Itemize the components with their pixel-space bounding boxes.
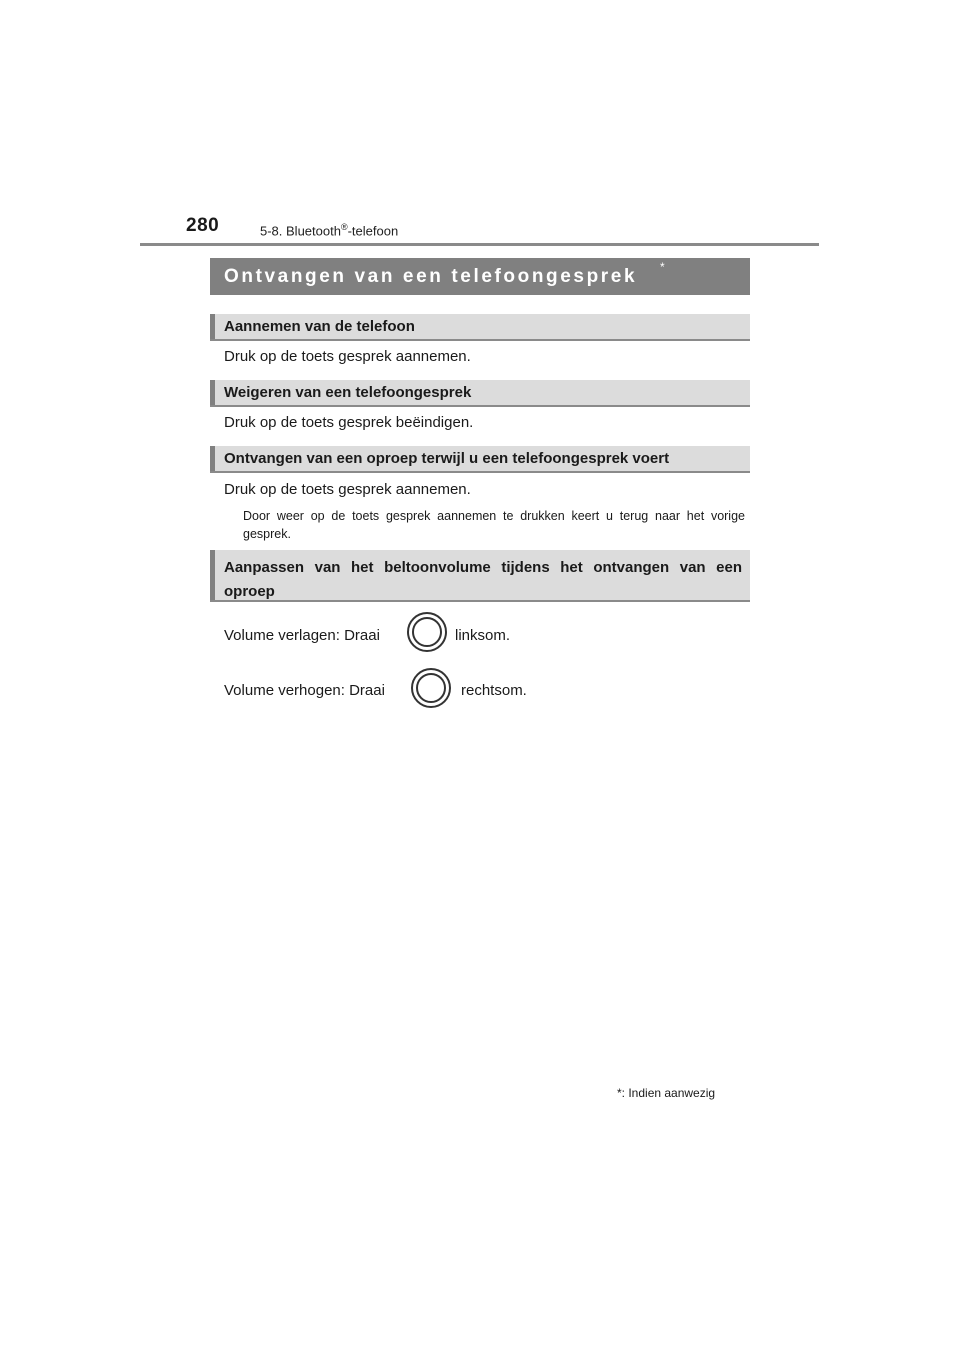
breadcrumb: [260, 222, 398, 238]
section-title-bar: [210, 258, 750, 295]
footnote-asterisk: *: [617, 1086, 622, 1100]
registered-mark: ®: [340, 222, 348, 232]
subsection-heading-bar: [210, 446, 750, 473]
breadcrumb-suffix: -telefoon: [347, 223, 399, 239]
volume-up-suffix: rechtsom.: [461, 682, 527, 699]
volume-down-prefix: Volume verlagen: Draai: [224, 627, 380, 644]
subsection-heading: Aanpassen van het beltoonvolume tijdens het ontvangen van een oproep: [224, 559, 742, 600]
instruction-text: Druk op de toets gesprek aannemen.: [224, 348, 471, 365]
footnote: [617, 1086, 715, 1100]
section-title: Ontvangen van een telefoongesprek: [224, 266, 638, 287]
subsection-heading-bar: [210, 550, 750, 602]
subsection-heading-bar: [210, 314, 750, 341]
footnote-text: : Indien aanwezig: [621, 1086, 716, 1100]
header-divider: [140, 243, 819, 246]
subsection-heading-bar: [210, 380, 750, 407]
subsection-heading: Aannemen van de telefoon: [224, 318, 415, 335]
volume-knob-icon: [407, 612, 447, 652]
instruction-text: Druk op de toets gesprek beëindigen.: [224, 414, 474, 431]
volume-up-instruction: [224, 682, 385, 699]
subsection-heading: Weigeren van een telefoongesprek: [224, 384, 472, 401]
volume-knob-icon: [411, 668, 451, 708]
title-asterisk: *: [660, 260, 665, 274]
page-number: 280: [186, 215, 220, 236]
volume-down-suffix: linksom.: [455, 627, 511, 644]
note-text: Door weer op de toets gesprek aannemen te drukken keert u terug naar het vorige gesprek.: [243, 509, 745, 541]
volume-up-prefix: Volume verhogen: Draai: [224, 682, 385, 699]
instruction-text: Druk op de toets gesprek aannemen.: [224, 481, 471, 498]
volume-down-instruction: [224, 627, 380, 644]
breadcrumb-prefix: 5-8. Bluetooth: [260, 223, 341, 239]
subsection-heading: Ontvangen van een oproep terwijl u een telefoongesprek voert: [224, 450, 670, 467]
